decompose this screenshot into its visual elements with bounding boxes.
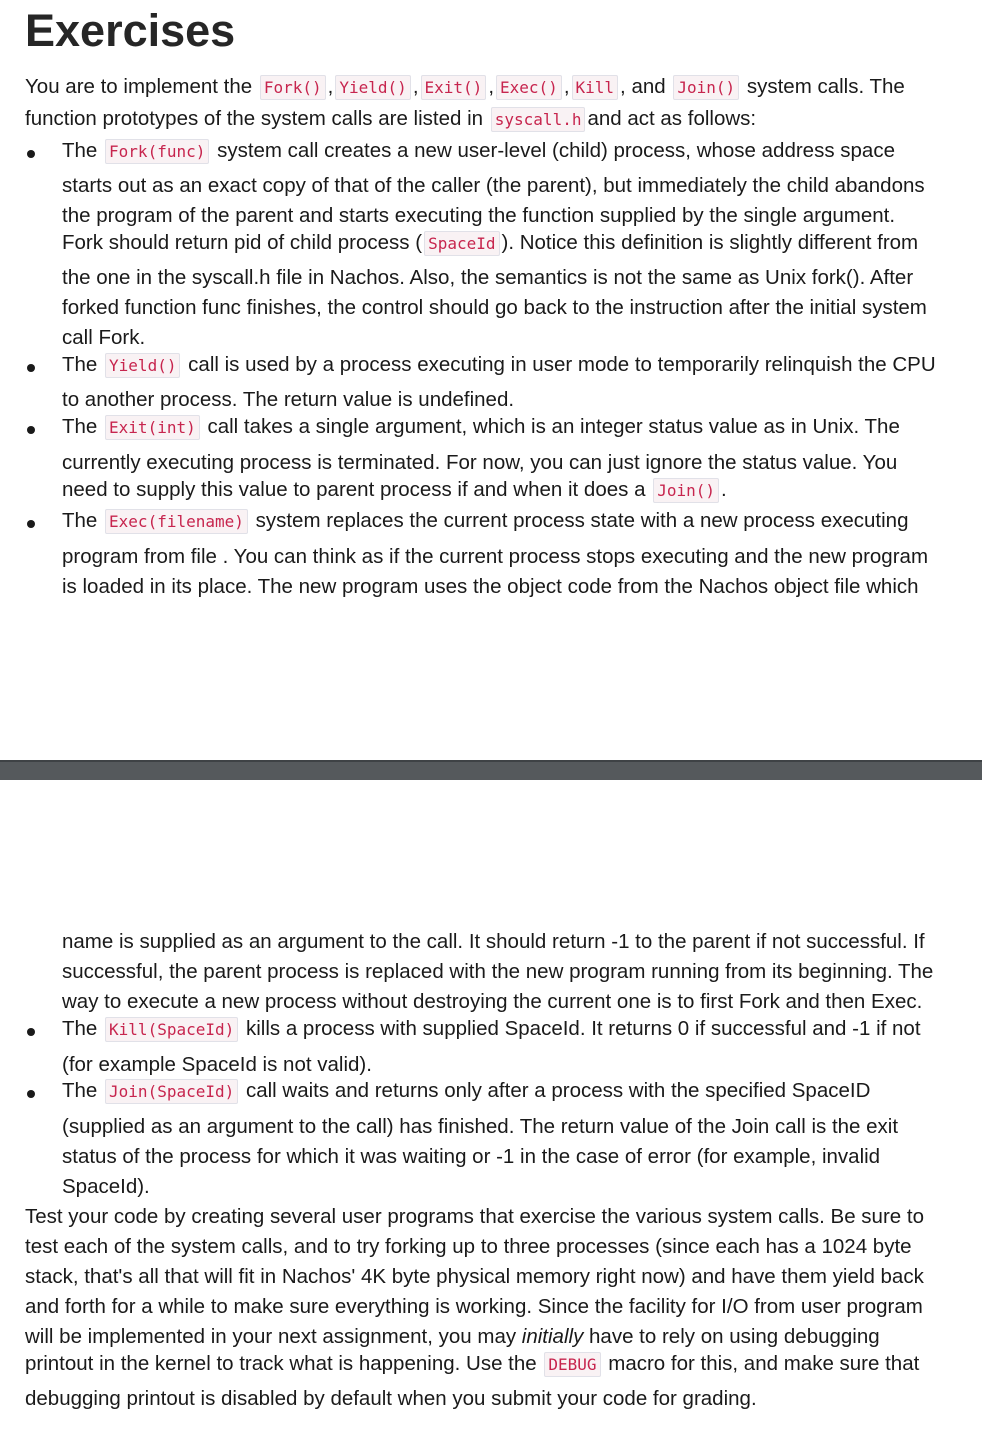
code-yield: Yield() <box>335 75 410 100</box>
join-line-1 <box>62 1078 870 1105</box>
code-syscall-h: syscall.h <box>491 107 586 132</box>
code-exec-filename: Exec(filename) <box>105 509 248 534</box>
code-fork: Fork() <box>260 75 326 100</box>
exec-line-4: name is supplied as an argument to the call. It should return -1 to the parent if not successful. If <box>62 930 925 953</box>
yield-line-2: to another process. The return value is undefined. <box>62 388 515 411</box>
bullet <box>27 364 35 372</box>
fork-line-7: call Fork. <box>62 326 146 349</box>
closing-line-3: stack, that's all that will fit in Nachos' 4K byte physical memory right now) and have them yield back <box>25 1265 924 1288</box>
text: call is used by a process executing in user mode to temporarily relinquish the CPU <box>188 353 936 376</box>
closing-line-6 <box>25 1351 919 1378</box>
text: ). Notice this definition is slightly different from <box>501 231 919 254</box>
code-kill-spaceid: Kill(SpaceId) <box>105 1017 238 1042</box>
text: have to rely on using debugging <box>589 1325 880 1348</box>
text: The <box>62 139 98 162</box>
fork-line-1 <box>62 138 895 165</box>
exit-line-2: currently executing process is terminated. For now, you can just ignore the status value. You <box>62 451 898 474</box>
bullet <box>27 150 35 158</box>
text: system replaces the current process state with a new process executing <box>255 509 909 532</box>
text: . <box>720 478 727 501</box>
text: macro for this, and make sure that <box>608 1352 920 1375</box>
fork-line-3: the program of the parent and starts executing the function supplied by the single argument. <box>62 204 896 227</box>
code-exit: Exit() <box>421 75 487 100</box>
intro-text: and act as follows: <box>587 107 757 130</box>
code-join: Join() <box>673 75 739 100</box>
code-exit-int: Exit(int) <box>105 415 200 440</box>
fork-line-4 <box>62 230 918 257</box>
join-line-2: (supplied as an argument to the call) has finished. The return value of the Join call is the exit <box>62 1115 899 1138</box>
kill-line-2: (for example SpaceId is not valid). <box>62 1053 372 1076</box>
closing-line-1: Test your code by creating several user programs that exercise the various system calls. Be sure to <box>25 1205 924 1228</box>
bullet <box>27 520 35 528</box>
text: The <box>62 509 98 532</box>
join-line-3: status of the process for which it was waiting or -1 in the case of error (for example, invalid <box>62 1145 881 1168</box>
code-yield: Yield() <box>105 353 180 378</box>
intro-text: You are to implement the <box>25 75 253 98</box>
intro-text: , and <box>620 75 666 98</box>
exec-line-2: program from file . You can think as if the current process stops executing and the new program <box>62 545 929 568</box>
fork-line-6: forked function func finishes, the control should go back to the instruction after the initial system <box>62 296 927 319</box>
text: call takes a single argument, which is an integer status value as in Unix. The <box>207 415 900 438</box>
intro-text: function prototypes of the system calls are listed in <box>25 107 484 130</box>
text: The <box>62 1017 98 1040</box>
code-join: Join() <box>653 478 719 503</box>
text: The <box>62 415 98 438</box>
fork-line-2: starts out as an exact copy of that of the caller (the parent), but immediately the child abandons <box>62 174 925 197</box>
code-debug: DEBUG <box>544 1352 600 1377</box>
exec-line-1 <box>62 508 908 535</box>
exec-line-6: way to execute a new process without destroying the current one is to first Fork and then Exec. <box>62 990 923 1013</box>
intro-line-1: You are to implement the Fork() , Yield() , Exit() , Exec() , Kill , and Join() system calls. The <box>25 75 905 98</box>
page-title: Exercises <box>25 5 236 56</box>
text: system call creates a new user-level (child) process, whose address space <box>217 139 895 162</box>
closing-line-7: debugging printout is disabled by default when you submit your code for grading. <box>25 1387 757 1410</box>
closing-line-2: test each of the system calls, and to try forking up to three processes (since each has a 1024 byte <box>25 1235 912 1258</box>
text: call waits and returns only after a process with the specified SpaceID <box>245 1079 871 1102</box>
page-bottom <box>0 780 982 1434</box>
page-separator <box>0 760 982 780</box>
exit-line-3 <box>62 477 727 504</box>
code-exec: Exec() <box>496 75 562 100</box>
text: Fork should return pid of child process ( <box>62 231 423 254</box>
closing-line-4: and forth for a while to make sure everything is working. Since the facility for I/O from user program <box>25 1295 923 1318</box>
fork-line-5: the one in the syscall.h file in Nachos. Also, the semantics is not the same as Unix fork(). After <box>62 266 914 289</box>
exec-line-3: is loaded in its place. The new program uses the object code from the Nachos object file which <box>62 575 919 598</box>
exec-line-5: successful, the parent process is replaced with the new program running from its beginning. The <box>62 960 934 983</box>
yield-line-1 <box>62 352 936 379</box>
code-fork-func: Fork(func) <box>105 139 209 164</box>
emphasis: initially <box>521 1325 584 1348</box>
bullet <box>27 1028 35 1036</box>
code-kill: Kill <box>572 75 619 100</box>
text: will be implemented in your next assignment, you may <box>25 1325 517 1348</box>
join-line-4: SpaceId). <box>62 1175 150 1198</box>
text: kills a process with supplied SpaceId. It returns 0 if successful and -1 if not <box>245 1017 921 1040</box>
bullet <box>27 426 35 434</box>
text: need to supply this value to parent process if and when it does a <box>62 478 646 501</box>
code-spaceid: SpaceId <box>424 231 499 256</box>
bullet <box>27 1090 35 1098</box>
intro-line-2 <box>25 106 756 133</box>
exit-line-1 <box>62 414 900 441</box>
kill-line-1 <box>62 1016 921 1043</box>
text: printout in the kernel to track what is happening. Use the <box>25 1352 537 1375</box>
text: The <box>62 1079 98 1102</box>
code-join-spaceid: Join(SpaceId) <box>105 1079 238 1104</box>
closing-line-5 <box>25 1324 880 1350</box>
intro-text: system calls. The <box>746 75 905 98</box>
text: The <box>62 353 98 376</box>
